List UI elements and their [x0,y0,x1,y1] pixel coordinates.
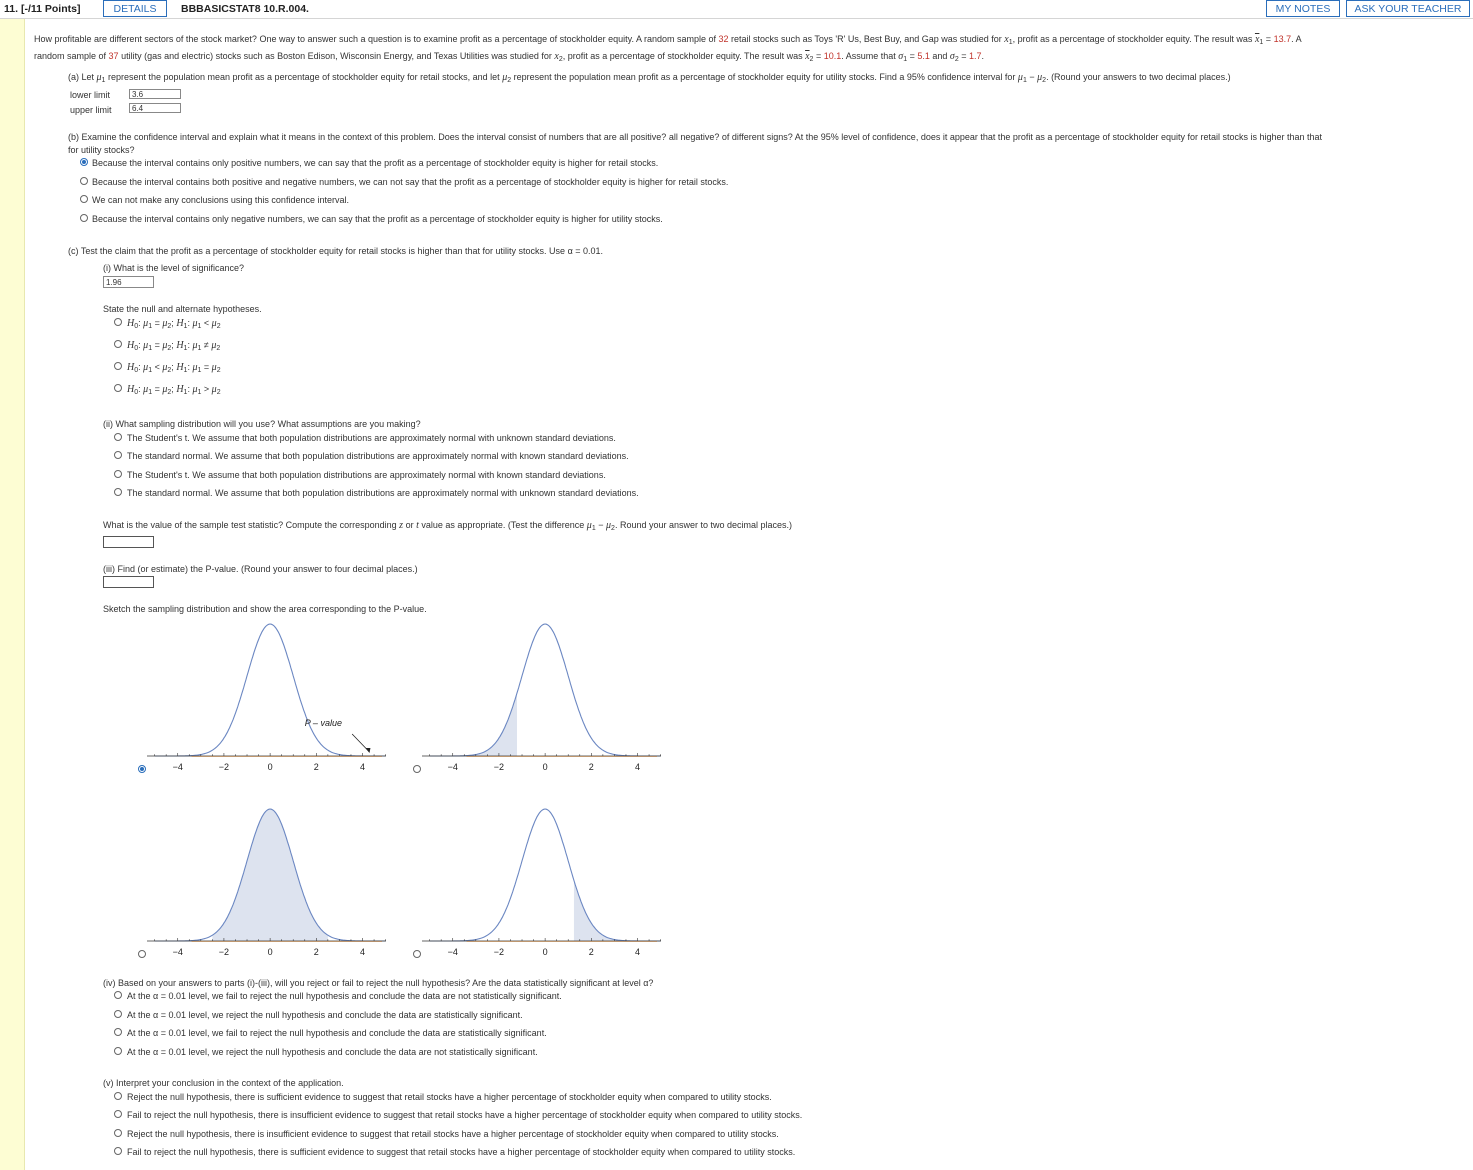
lower-limit-input[interactable]: 3.6 [129,89,181,99]
tick-label: 4 [635,947,641,957]
sigma2-value: 1.7 [969,51,982,61]
tick-label: 2 [588,762,594,772]
p-value-label: P – value [304,718,342,728]
x2-bar-value: 10.1 [823,51,842,61]
p-value-arrowhead [365,748,370,753]
n1-value: 32 [718,34,729,44]
x1-bar-value: 13.7 [1273,34,1292,44]
hypothesis-option-4-radio[interactable] [114,384,122,392]
interpretation-option-2-radio[interactable] [114,1110,122,1118]
upper-limit-label: upper limit [70,105,112,115]
conclusion-option-1-label: At the α = 0.01 level, we fail to reject the null hypothesis and conclude the data are not statistically significant. [127,991,562,1001]
distribution-option-4-label: The standard normal. We assume that both population distributions are approximately normal with unknown standard deviations. [127,488,639,498]
part-c-iii-question: (iii) Find (or estimate) the P-value. (Round your answer to four decimal places.) [103,564,418,574]
my-notes-button[interactable]: MY NOTES [1266,0,1340,17]
tick-label: −4 [447,762,458,772]
tick-label: 2 [313,762,319,772]
conclusion-option-2-radio[interactable] [114,1010,122,1018]
distribution-option-1-radio[interactable] [114,433,122,441]
interpretation-option-4-radio[interactable] [114,1147,122,1155]
part-a-question: (a) Let $\mu_1$ represent the population mean profit as a percentage of stockholder equity for retail stocks, and let $\mu_2$ represent the population mean profit as a percentage of stockholder equity for utility stocks. Find a 95% confidence interval for $\mu_1 - \mu_2$. (Round your answers to two decimal places.) [68,72,1231,84]
conclusion-option-3-label: At the α = 0.01 level, we fail to reject the null hypothesis and conclude the data are statistically significant. [127,1028,547,1038]
intro-line-1: How profitable are different sectors of the stock market? One way to answer such a question is to examine profit as a percentage of stockholder equity. A random sample of 32 retail stocks such as Toys 'R' Us, Best Buy, and Gap was studied for $x_1$, profit as a percentage of stockholder equity. The result was $\overline{x}_1 = 13.7$. A [34,34,1302,46]
question-header [0,0,1473,19]
hypothesis-option-1-label: $H_0$: $\mu_1 = \mu_2$; $H_1$: $\mu_1 < \mu_2$ [127,318,221,330]
hypothesis-option-2-label: $H_0$: $\mu_1 = \mu_2$; $H_1$: $\mu_1 \ne \mu_2$ [127,340,221,352]
tick-label: 4 [635,762,641,772]
hypothesis-option-3-label: $H_0$: $\mu_1 < \mu_2$; $H_1$: $\mu_1 = \mu_2$ [127,362,221,374]
tick-label: 2 [588,947,594,957]
tick-label: −2 [493,762,505,772]
tick-label: −4 [172,947,183,957]
conclusion-option-4-label: At the α = 0.01 level, we reject the null hypothesis and conclude the data are not statistically significant. [127,1047,538,1057]
tick-label: 0 [542,947,548,957]
interpretation-option-1-label: Reject the null hypothesis, there is sufficient evidence to suggest that retail stocks have a higher percentage of stockholder equity when compared to utility stocks. [127,1092,772,1102]
hypotheses-label: State the null and alternate hypotheses. [103,304,262,314]
question-side-bar [0,19,25,1170]
sketch-question: Sketch the sampling distribution and show the area corresponding to the P-value. [103,604,427,614]
sigma1-value: 5.1 [917,51,930,61]
sketch-option-2-radio[interactable] [413,765,421,773]
part-b-question-line-1: (b) Examine the confidence interval and explain what it means in the context of this problem. Does the interval consist of numbers that are all positive? all negative? of different signs? At the 95% level of confidence, does it appear that the profit as a percentage of stockholder equity for retail stocks is higher than that [68,132,1323,142]
hypothesis-option-2-radio[interactable] [114,340,122,348]
distribution-option-4-radio[interactable] [114,488,122,496]
question-number-label: 11. [-/11 Points] [4,3,81,15]
part-c-intro: (c) Test the claim that the profit as a percentage of stockholder equity for retail stocks is higher than that for utility stocks. Use α = 0.01. [68,246,604,256]
p-value-shaded-area [212,809,328,941]
conclusion-option-4-radio[interactable] [114,1047,122,1055]
distribution-option-3-label: The Student's t. We assume that both population distributions are approximately normal with known standard deviations. [127,470,606,480]
part-c-v-question: (v) Interpret your conclusion in the context of the application. [103,1078,344,1088]
part-c-ii-question: (ii) What sampling distribution will you use? What assumptions are you making? [103,419,421,429]
p-value-shaded-area [575,883,661,941]
lower-limit-label: lower limit [70,90,111,100]
sketch-option-3-plot [145,803,390,963]
part-b-option-2-radio[interactable] [80,177,88,185]
sketch-option-1-plot [145,618,390,778]
sketch-option-3-radio[interactable] [138,950,146,958]
distribution-option-3-radio[interactable] [114,470,122,478]
conclusion-option-1-radio[interactable] [114,991,122,999]
part-b-option-2-label: Because the interval contains both positive and negative numbers, we can not say that the profit as a percentage of stockholder equity is higher for retail stocks. [92,177,729,187]
n2-value: 37 [108,51,119,61]
part-b-option-4-radio[interactable] [80,214,88,222]
interpretation-option-2-label: Fail to reject the null hypothesis, there is insufficient evidence to suggest that retail stocks have a higher percentage of stockholder equity when compared to utility stocks. [127,1110,803,1120]
test-statistic-input[interactable] [103,536,154,548]
part-c-iv-question: (iv) Based on your answers to parts (i)-(iii), will you reject or fail to reject the null hypothesis? Are the data statistically significant at level α? [103,978,654,988]
tick-label: −4 [172,762,183,772]
interpretation-option-3-label: Reject the null hypothesis, there is insufficient evidence to suggest that retail stocks have a higher percentage of stockholder equity when compared to utility stocks. [127,1129,779,1139]
part-b-option-1-radio[interactable] [80,158,88,166]
test-statistic-question: What is the value of the sample test statistic? Compute the corresponding z or t value as appropriate. (Test the difference $\mu_1 - \mu_2$. Round your answer to two decimal places.) [103,520,793,532]
tick-label: 0 [267,762,273,772]
part-b-option-1-label: Because the interval contains only positive numbers, we can say that the profit as a percentage of stockholder equity is higher for retail stocks. [92,158,659,168]
part-b-question-line-2: for utility stocks? [68,145,135,155]
tick-label: −2 [218,947,230,957]
tick-label: −2 [493,947,505,957]
tick-label: −4 [447,947,458,957]
p-value-input[interactable] [103,576,154,588]
details-button[interactable]: DETAILS [103,0,167,17]
distribution-option-2-label: The standard normal. We assume that both population distributions are approximately normal with known standard deviations. [127,451,629,461]
interpretation-option-1-radio[interactable] [114,1092,122,1100]
question-code: BBBASICSTAT8 10.R.004. [181,3,309,15]
p-value-shaded-area [430,696,517,756]
normal-curve [155,624,386,756]
tick-label: 0 [267,947,273,957]
part-b-option-3-radio[interactable] [80,195,88,203]
interpretation-option-4-label: Fail to reject the null hypothesis, there is sufficient evidence to suggest that retail stocks have a higher percentage of stockholder equity when compared to utility stocks. [127,1147,796,1157]
sketch-option-1-radio[interactable] [138,765,146,773]
sketch-option-2-plot [420,618,665,778]
part-b-option-3-label: We can not make any conclusions using this confidence interval. [92,195,349,205]
tick-label: 4 [360,762,366,772]
sketch-option-4-radio[interactable] [413,950,421,958]
distribution-option-1-label: The Student's t. We assume that both population distributions are approximately normal with unknown standard deviations. [127,433,616,443]
interpretation-option-3-radio[interactable] [114,1129,122,1137]
normal-curve [430,809,661,941]
ask-your-teacher-button[interactable]: ASK YOUR TEACHER [1346,0,1470,17]
significance-level-input[interactable]: 1.96 [103,276,154,288]
hypothesis-option-3-radio[interactable] [114,362,122,370]
distribution-option-2-radio[interactable] [114,451,122,459]
upper-limit-input[interactable]: 6.4 [129,103,181,113]
sketch-option-4-plot [420,803,665,963]
tick-label: 2 [313,947,319,957]
tick-label: 0 [542,762,548,772]
tick-label: −2 [218,762,230,772]
intro-line-2: random sample of 37 utility (gas and electric) stocks such as Boston Edison, Wisconsin Energy, and Texas Utilities was studied for $x_2$, profit as a percentage of stockholder equity. The result was $\overline{x}_2 = 10.1$. Assume that $\sigma_1 = 5.1$ and $\sigma_2 = 1.7$. [34,51,985,63]
conclusion-option-2-label: At the α = 0.01 level, we reject the null hypothesis and conclude the data are statistically significant. [127,1010,523,1020]
hypothesis-option-4-label: $H_0$: $\mu_1 = \mu_2$; $H_1$: $\mu_1 > \mu_2$ [127,384,221,396]
part-c-i-question: (i) What is the level of significance? [103,263,245,273]
tick-label: 4 [360,947,366,957]
hypothesis-option-1-radio[interactable] [114,318,122,326]
normal-curve [430,624,661,756]
part-b-option-4-label: Because the interval contains only negative numbers, we can say that the profit as a percentage of stockholder equity is higher for utility stocks. [92,214,663,224]
conclusion-option-3-radio[interactable] [114,1028,122,1036]
